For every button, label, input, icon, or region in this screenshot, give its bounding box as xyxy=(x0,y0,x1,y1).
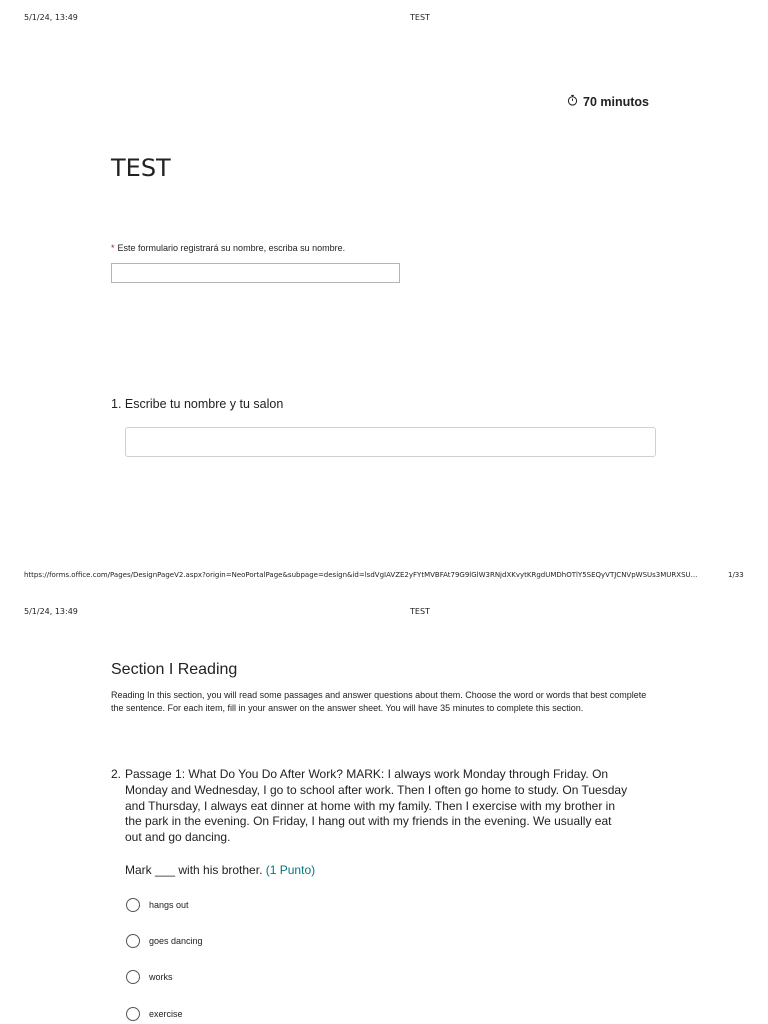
radio-button[interactable] xyxy=(126,1007,140,1021)
option-label: goes dancing xyxy=(149,936,203,946)
print-footer-url: https://forms.office.com/Pages/DesignPageV2.aspx?origin=NeoPortalPage&subpage=design&id=lsdVgIAVZE2yFYtMVBFAt79G9lGlW3RNjdXKvytKRgdUMDhOTlY5SEQyVTJCNVpWSUs3MURXSU... xyxy=(24,571,698,579)
radio-button[interactable] xyxy=(126,934,140,948)
question-1-label: 1. Escribe tu nombre y tu salon xyxy=(111,397,284,411)
name-input[interactable] xyxy=(111,263,400,283)
print-title: TEST xyxy=(410,13,430,22)
question-2 xyxy=(111,767,631,846)
print-datetime: 5/1/24, 13:49 xyxy=(24,607,78,616)
question-2-prompt-line xyxy=(125,863,315,877)
question-1-input[interactable] xyxy=(125,427,656,457)
section-description: Reading In this section, you will read some passages and answer questions about them. Choose the word or words that best complete the sentence. For each item, fill in your answer on the answer sheet. You will have 35 minutes to complete this section. xyxy=(111,690,647,713)
option-label: hangs out xyxy=(149,900,189,910)
option-hangs-out[interactable] xyxy=(126,898,189,912)
question-2-passage: Passage 1: What Do You Do After Work? MARK: I always work Monday through Friday. On Monday and Wednesday, I go to school after work. Then I often go home to study. On Tuesday and Thursday, I always eat dinner at home with my family. Then I exercise with my brother in the park in the evening. On Friday, I hang out with my friends in the evening. We usually eat out and go dancing. xyxy=(125,767,628,845)
option-label: works xyxy=(149,972,173,982)
timer-text: 70 minutos xyxy=(583,94,649,109)
radio-button[interactable] xyxy=(126,970,140,984)
question-2-prompt: Mark ___ with his brother. xyxy=(125,863,263,877)
option-works[interactable] xyxy=(126,970,173,984)
form-title: TEST xyxy=(111,154,171,182)
section-title: Section I Reading xyxy=(111,661,238,678)
print-footer-page: 1/33 xyxy=(728,571,744,579)
name-field-text: Este formulario registrará su nombre, escriba su nombre. xyxy=(117,243,346,253)
stopwatch-icon xyxy=(567,94,578,109)
option-goes-dancing[interactable] xyxy=(126,934,203,948)
print-datetime: 5/1/24, 13:49 xyxy=(24,13,78,22)
print-title: TEST xyxy=(410,607,430,616)
option-label: exercise xyxy=(149,1009,183,1019)
name-field-label xyxy=(111,243,345,253)
timer xyxy=(567,94,649,109)
question-2-points: (1 Punto) xyxy=(265,863,316,877)
required-mark: * xyxy=(111,243,115,253)
question-2-number: 2. xyxy=(111,767,122,781)
option-exercise[interactable] xyxy=(126,1007,183,1021)
radio-button[interactable] xyxy=(126,898,140,912)
